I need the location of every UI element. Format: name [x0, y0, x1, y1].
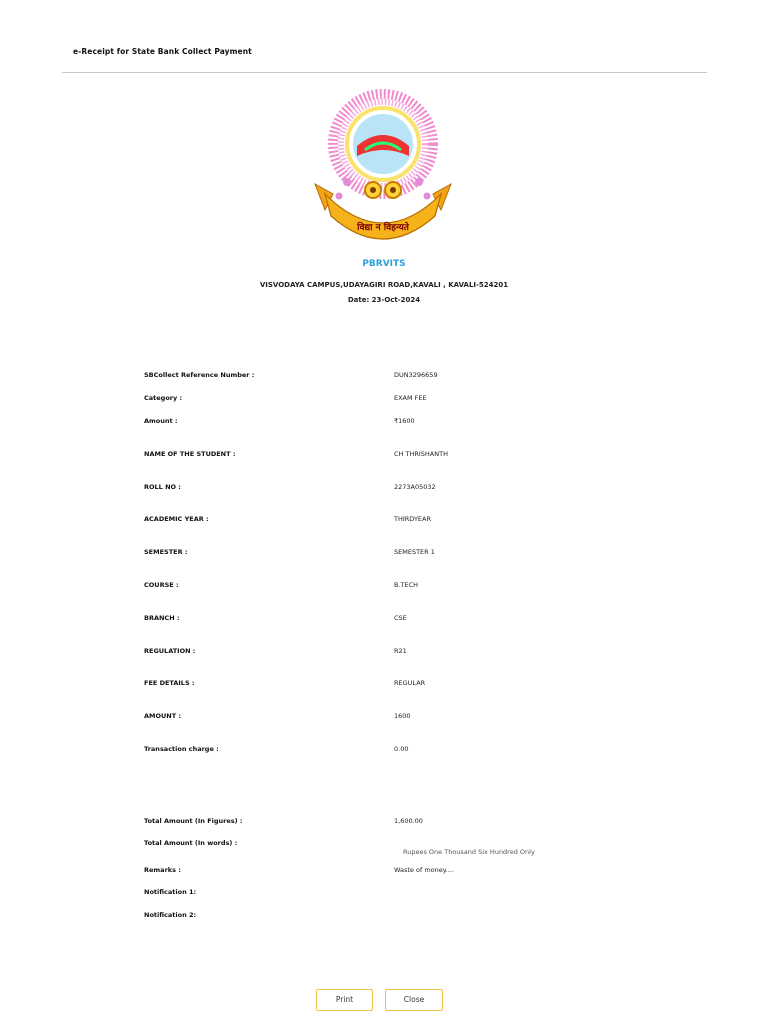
reference-number-label: SBCollect Reference Number : — [144, 371, 255, 379]
receipt-date: Date: 23-Oct-2024 — [347, 296, 421, 304]
transaction-charge-value: 0.00 — [394, 745, 409, 753]
logo-motto: विद्या न विहन्यते — [357, 223, 409, 233]
course-value: B.TECH — [394, 581, 419, 589]
institution-address: VISVODAYA CAMPUS,UDAYAGIRI ROAD,KAVALI , KAVALI-524201 — [259, 281, 509, 289]
institution-logo — [305, 84, 461, 242]
fee-details-value: REGULAR — [394, 679, 426, 687]
total-words-value: Rupees One Thousand Six Hundred Only — [403, 848, 535, 856]
semester-label: SEMESTER : — [144, 548, 188, 556]
transaction-charge-label: Transaction charge : — [144, 745, 219, 753]
reference-number-value: DUN3296659 — [394, 371, 438, 379]
category-value: EXAM FEE — [394, 394, 427, 402]
remarks-value: Waste of money.... — [394, 866, 454, 874]
fee-details-label: FEE DETAILS : — [144, 679, 195, 687]
roll-no-label: ROLL NO : — [144, 483, 181, 491]
regulation-label: REGULATION : — [144, 647, 196, 655]
close-button[interactable]: Close — [385, 989, 443, 1011]
course-label: COURSE : — [144, 581, 179, 589]
branch-label: BRANCH : — [144, 614, 180, 622]
branch-value: CSE — [394, 614, 407, 622]
header-divider — [62, 72, 707, 73]
student-name-value: CH THRISHANTH — [394, 450, 448, 458]
regulation-value: R21 — [394, 647, 407, 655]
semester-value: SEMESTER 1 — [394, 548, 435, 556]
fee-amount-label: AMOUNT : — [144, 712, 182, 720]
total-figures-value: 1,600.00 — [394, 817, 423, 825]
print-button[interactable]: Print — [316, 989, 373, 1011]
academic-year-label: ACADEMIC YEAR : — [144, 515, 209, 523]
remarks-label: Remarks : — [144, 866, 181, 874]
amount-value: ₹1600 — [394, 417, 415, 425]
notification-2-label: Notification 2: — [144, 911, 197, 919]
notification-1-label: Notification 1: — [144, 888, 197, 896]
fee-amount-value: 1600 — [394, 712, 411, 720]
amount-label: Amount : — [144, 417, 178, 425]
category-label: Category : — [144, 394, 183, 402]
academic-year-value: THIRDYEAR — [394, 515, 431, 523]
total-figures-label: Total Amount (In Figures) : — [144, 817, 243, 825]
roll-no-value: 2273A05032 — [394, 483, 436, 491]
total-words-label: Total Amount (In words) : — [144, 839, 238, 847]
student-name-label: NAME OF THE STUDENT : — [144, 450, 236, 458]
receipt-header-title: e-Receipt for State Bank Collect Payment — [73, 47, 252, 56]
institution-name: PBRVITS — [362, 259, 406, 269]
